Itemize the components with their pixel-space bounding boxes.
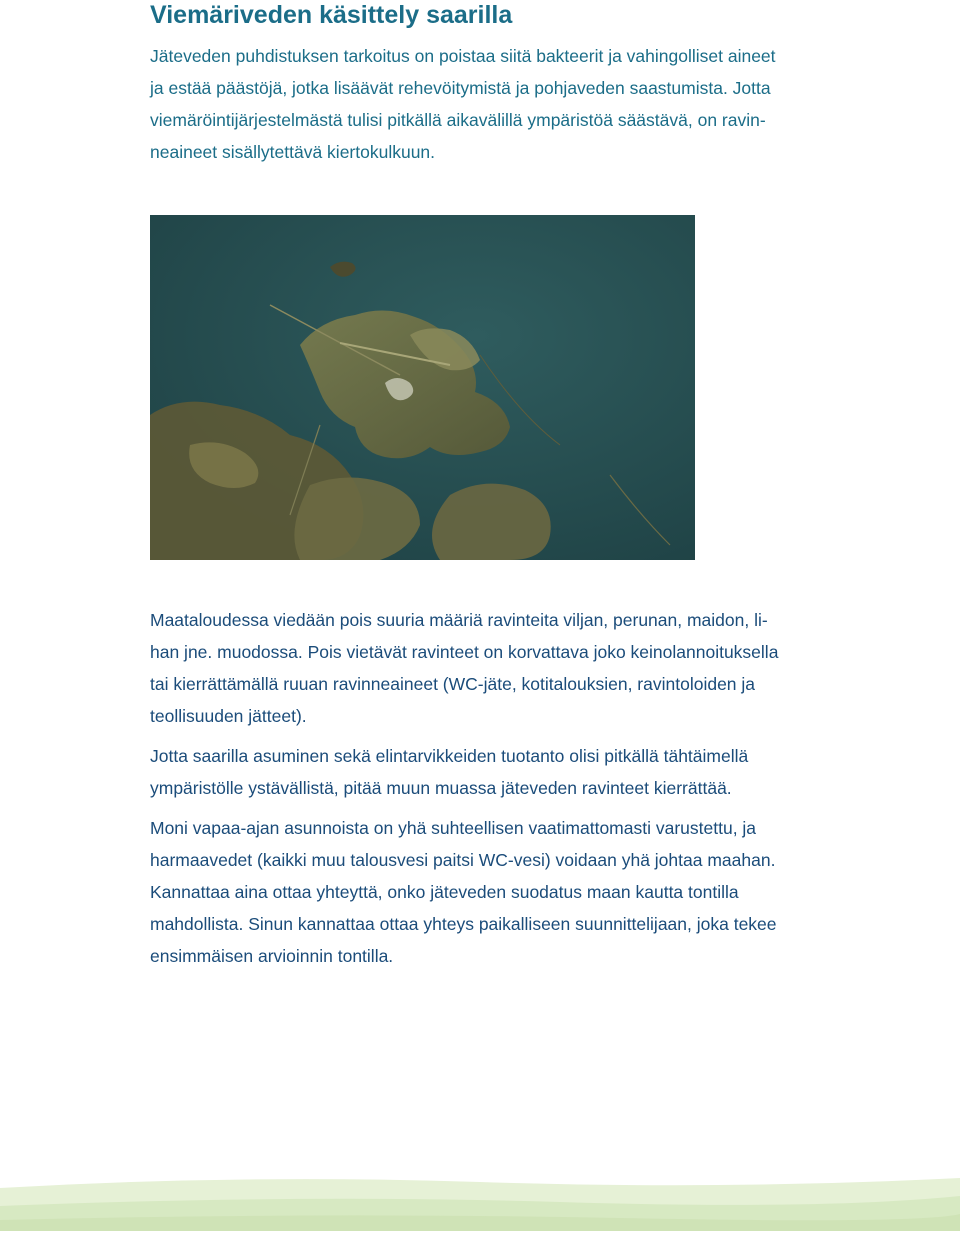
paragraph-line: tai kierrättämällä ruuan ravinneaineet (WC-jäte, kotitalouksien, ravintoloiden ja xyxy=(150,674,756,694)
paragraph-line: Maataloudessa viedään pois suuria määriä ravinteita viljan, perunan, maidon, li- xyxy=(150,610,768,630)
paragraph-line: Jotta saarilla asuminen sekä elintarvikkeiden tuotanto olisi pitkällä tähtäimellä xyxy=(150,746,749,766)
paragraph-line: han jne. muodossa. Pois vietävät ravinteet on korvattava joko keinolannoituksella xyxy=(150,642,779,662)
paragraph xyxy=(150,812,850,972)
footer-wave-graphic xyxy=(0,1168,960,1231)
intro-line: viemäröintijärjestelmästä tulisi pitkällä aikavälillä ympäristöä säästävä, on ravin- xyxy=(150,110,766,130)
intro-line: neaineet sisällytettävä kiertokulkuun. xyxy=(150,142,436,162)
intro-line: Jäteveden puhdistuksen tarkoitus on poistaa siitä bakteerit ja vahingolliset aineet xyxy=(150,46,776,66)
algae-photo-graphic xyxy=(150,215,695,560)
paragraph-line: Kannattaa aina ottaa yhteyttä, onko jäteveden suodatus maan kautta tontilla xyxy=(150,882,739,902)
page-title: Viemäriveden käsittely saarilla xyxy=(150,1,513,29)
paragraph-line: ympäristölle ystävällistä, pitää muun muassa jäteveden ravinteet kierrättää. xyxy=(150,778,732,798)
paragraph-line: mahdollista. Sinun kannattaa ottaa yhteys paikalliseen suunnittelijaan, joka tekee xyxy=(150,914,777,934)
footer-wave-band xyxy=(0,1168,960,1231)
paragraph-line: Moni vapaa-ajan asunnoista on yhä suhteellisen vaatimattomasti varustettu, ja xyxy=(150,818,757,838)
paragraph-line: teollisuuden jätteet). xyxy=(150,706,307,726)
algae-photo xyxy=(150,215,695,560)
intro-line: ja estää päästöjä, jotka lisäävät rehevöitymistä ja pohjaveden saastumista. Jotta xyxy=(150,78,771,98)
paragraph-line: ensimmäisen arvioinnin tontilla. xyxy=(150,946,394,966)
paragraph xyxy=(150,604,850,732)
paragraph-line: harmaavedet (kaikki muu talousvesi paitsi WC-vesi) voidaan yhä johtaa maahan. xyxy=(150,850,776,870)
intro-paragraph xyxy=(150,40,840,168)
paragraph xyxy=(150,740,850,804)
body-text xyxy=(150,604,850,980)
